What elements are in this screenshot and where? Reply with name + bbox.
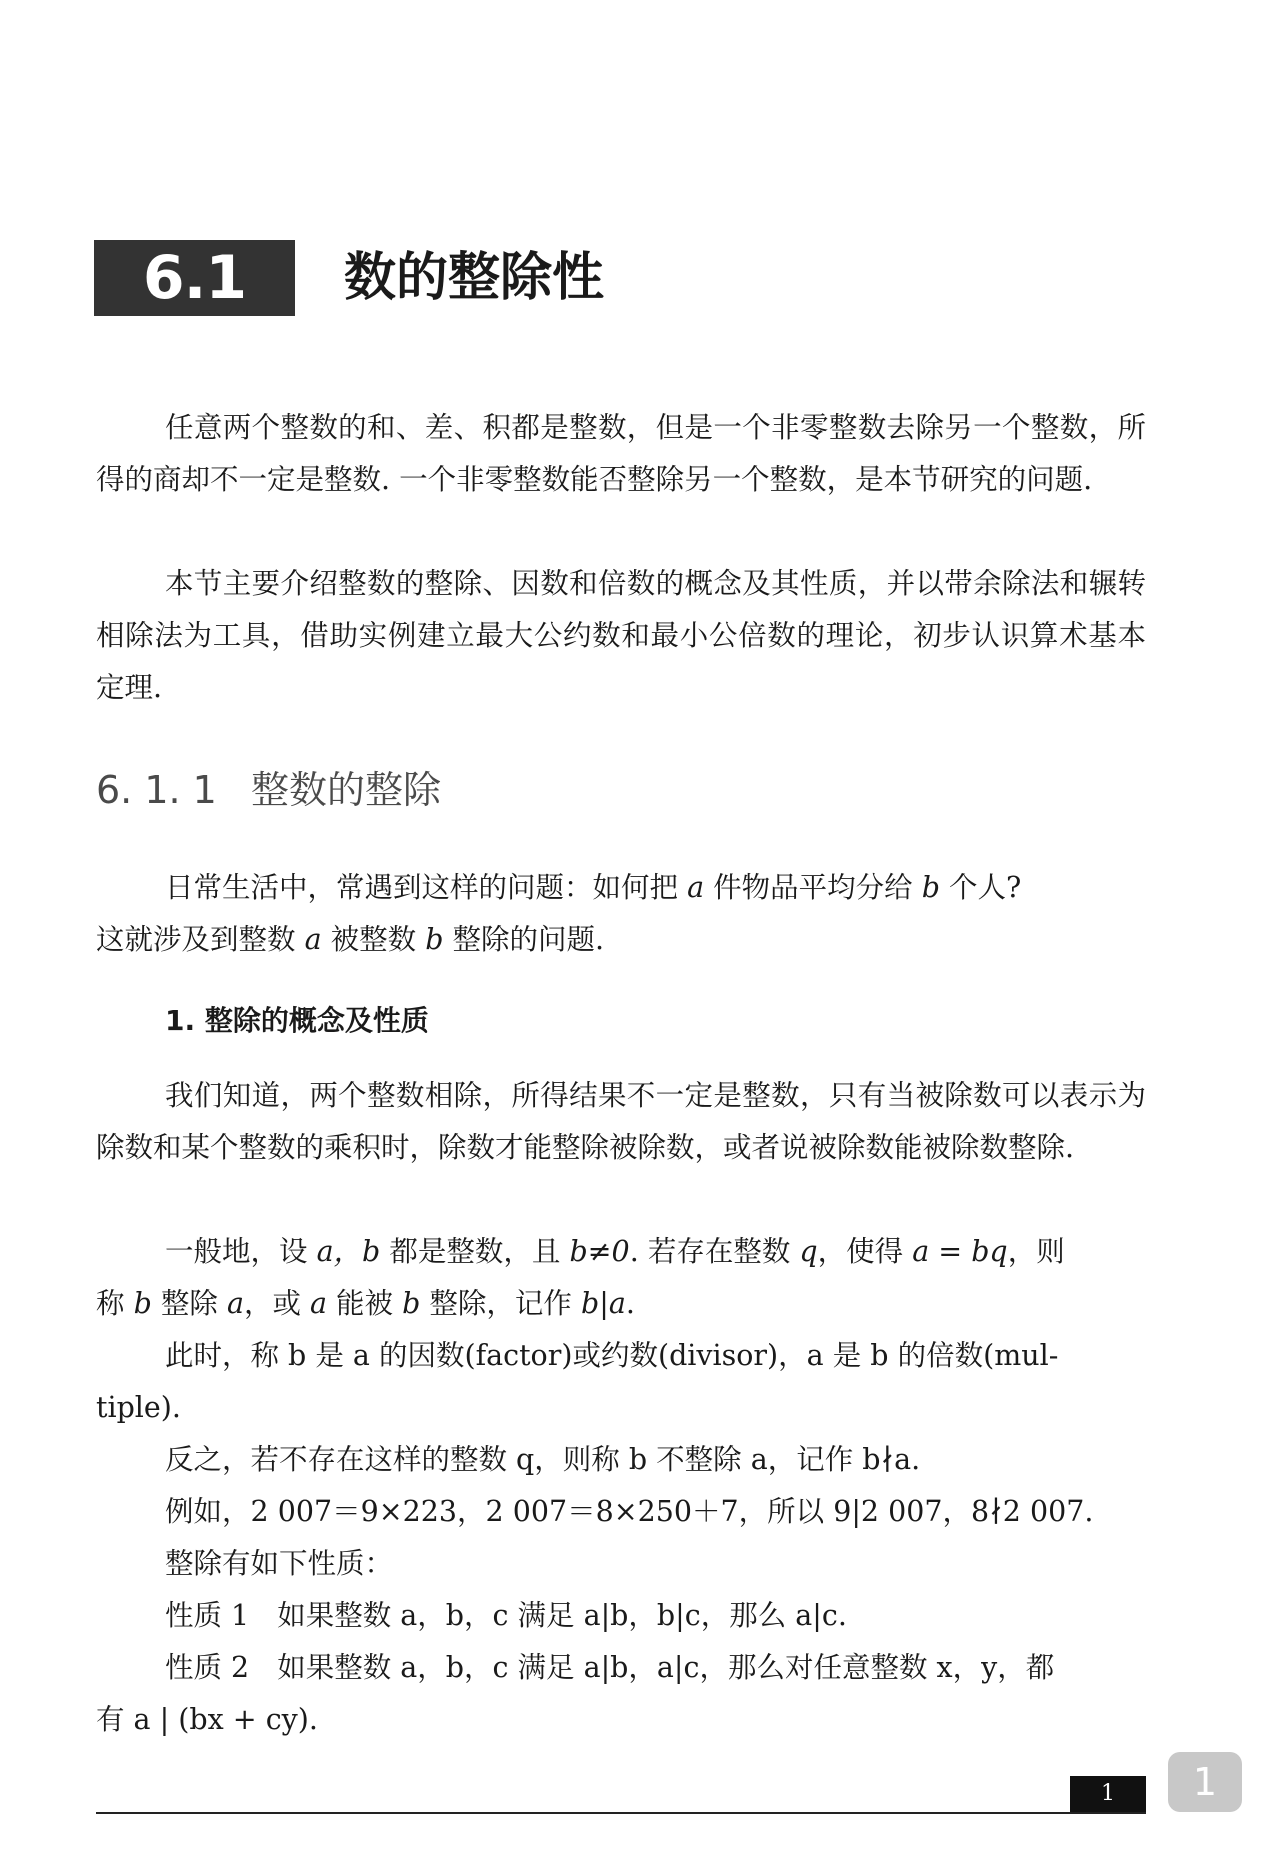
definition-line-2: 称 b 整除 a，或 a 能被 b 整除，记作 b|a. xyxy=(96,1287,635,1320)
intro-paragraph-2: 本节主要介绍整数的整除、因数和倍数的概念及其性质，并以带余除法和辗转相除法为工具，借助实例建立最大公约数和最小公倍数的理论，初步认识算术基本定理. xyxy=(96,567,1146,704)
page-number: 1 xyxy=(1070,1776,1146,1812)
property-2-text: 如果整数 a，b，c 满足 a|b，a|c，那么对任意整数 x，y，都 xyxy=(277,1651,1055,1684)
factor-line-2: tiple). xyxy=(96,1391,181,1424)
chapter-number-box: 6.1 xyxy=(94,240,295,316)
section-title: 整数的整除 xyxy=(251,768,442,812)
intro-paragraph-1: 任意两个整数的和、差、积都是整数，但是一个非零整数去除另一个整数，所得的商却不一定是整数. 一个非零整数能否整除另一个整数，是本节研究的问题. xyxy=(96,411,1146,496)
section-intro-line-1: 日常生活中，常遇到这样的问题：如何把 a 件物品平均分给 b 个人? xyxy=(165,871,1022,904)
property-1-label: 性质 1 xyxy=(165,1599,250,1632)
concept-paragraph: 我们知道，两个整数相除，所得结果不一定是整数，只有当被除数可以表示为除数和某个整数的乘积时，除数才能整除被除数，或者说被除数能被除数整除. xyxy=(96,1079,1146,1164)
property-2-label: 性质 2 xyxy=(165,1651,250,1684)
definition-line-1: 一般地，设 a，b 都是整数，且 b≠0. 若存在整数 q，使得 a = bq，则 xyxy=(165,1235,1065,1268)
subsection-heading: 1. 整除的概念及性质 xyxy=(165,1004,429,1037)
converse-line: 反之，若不存在这样的整数 q，则称 b 不整除 a，记作 b∤a. xyxy=(165,1443,921,1476)
section-heading xyxy=(96,760,441,820)
factor-line-1: 此时，称 b 是 a 的因数(factor)或约数(divisor)，a 是 b 的倍数(mul- xyxy=(165,1339,1059,1372)
viewer-page-badge[interactable]: 1 xyxy=(1168,1752,1242,1812)
property-1 xyxy=(165,1590,847,1642)
property-1-text: 如果整数 a，b，c 满足 a|b，b|c，那么 a|c. xyxy=(277,1599,847,1632)
property-2-continuation: 有 a | (bx + cy). xyxy=(96,1703,318,1736)
property-2 xyxy=(165,1642,1054,1694)
section-intro-line-2: 这就涉及到整数 a 被整数 b 整除的问题. xyxy=(96,923,605,956)
section-number: 6. 1. 1 xyxy=(96,768,217,812)
footer-rule xyxy=(96,1812,1146,1814)
example-line: 例如，2 007＝9×223，2 007＝8×250＋7，所以 9|2 007，8∤2 007. xyxy=(165,1495,1094,1528)
properties-intro: 整除有如下性质： xyxy=(165,1547,394,1580)
chapter-title: 数的整除性 xyxy=(344,248,605,308)
